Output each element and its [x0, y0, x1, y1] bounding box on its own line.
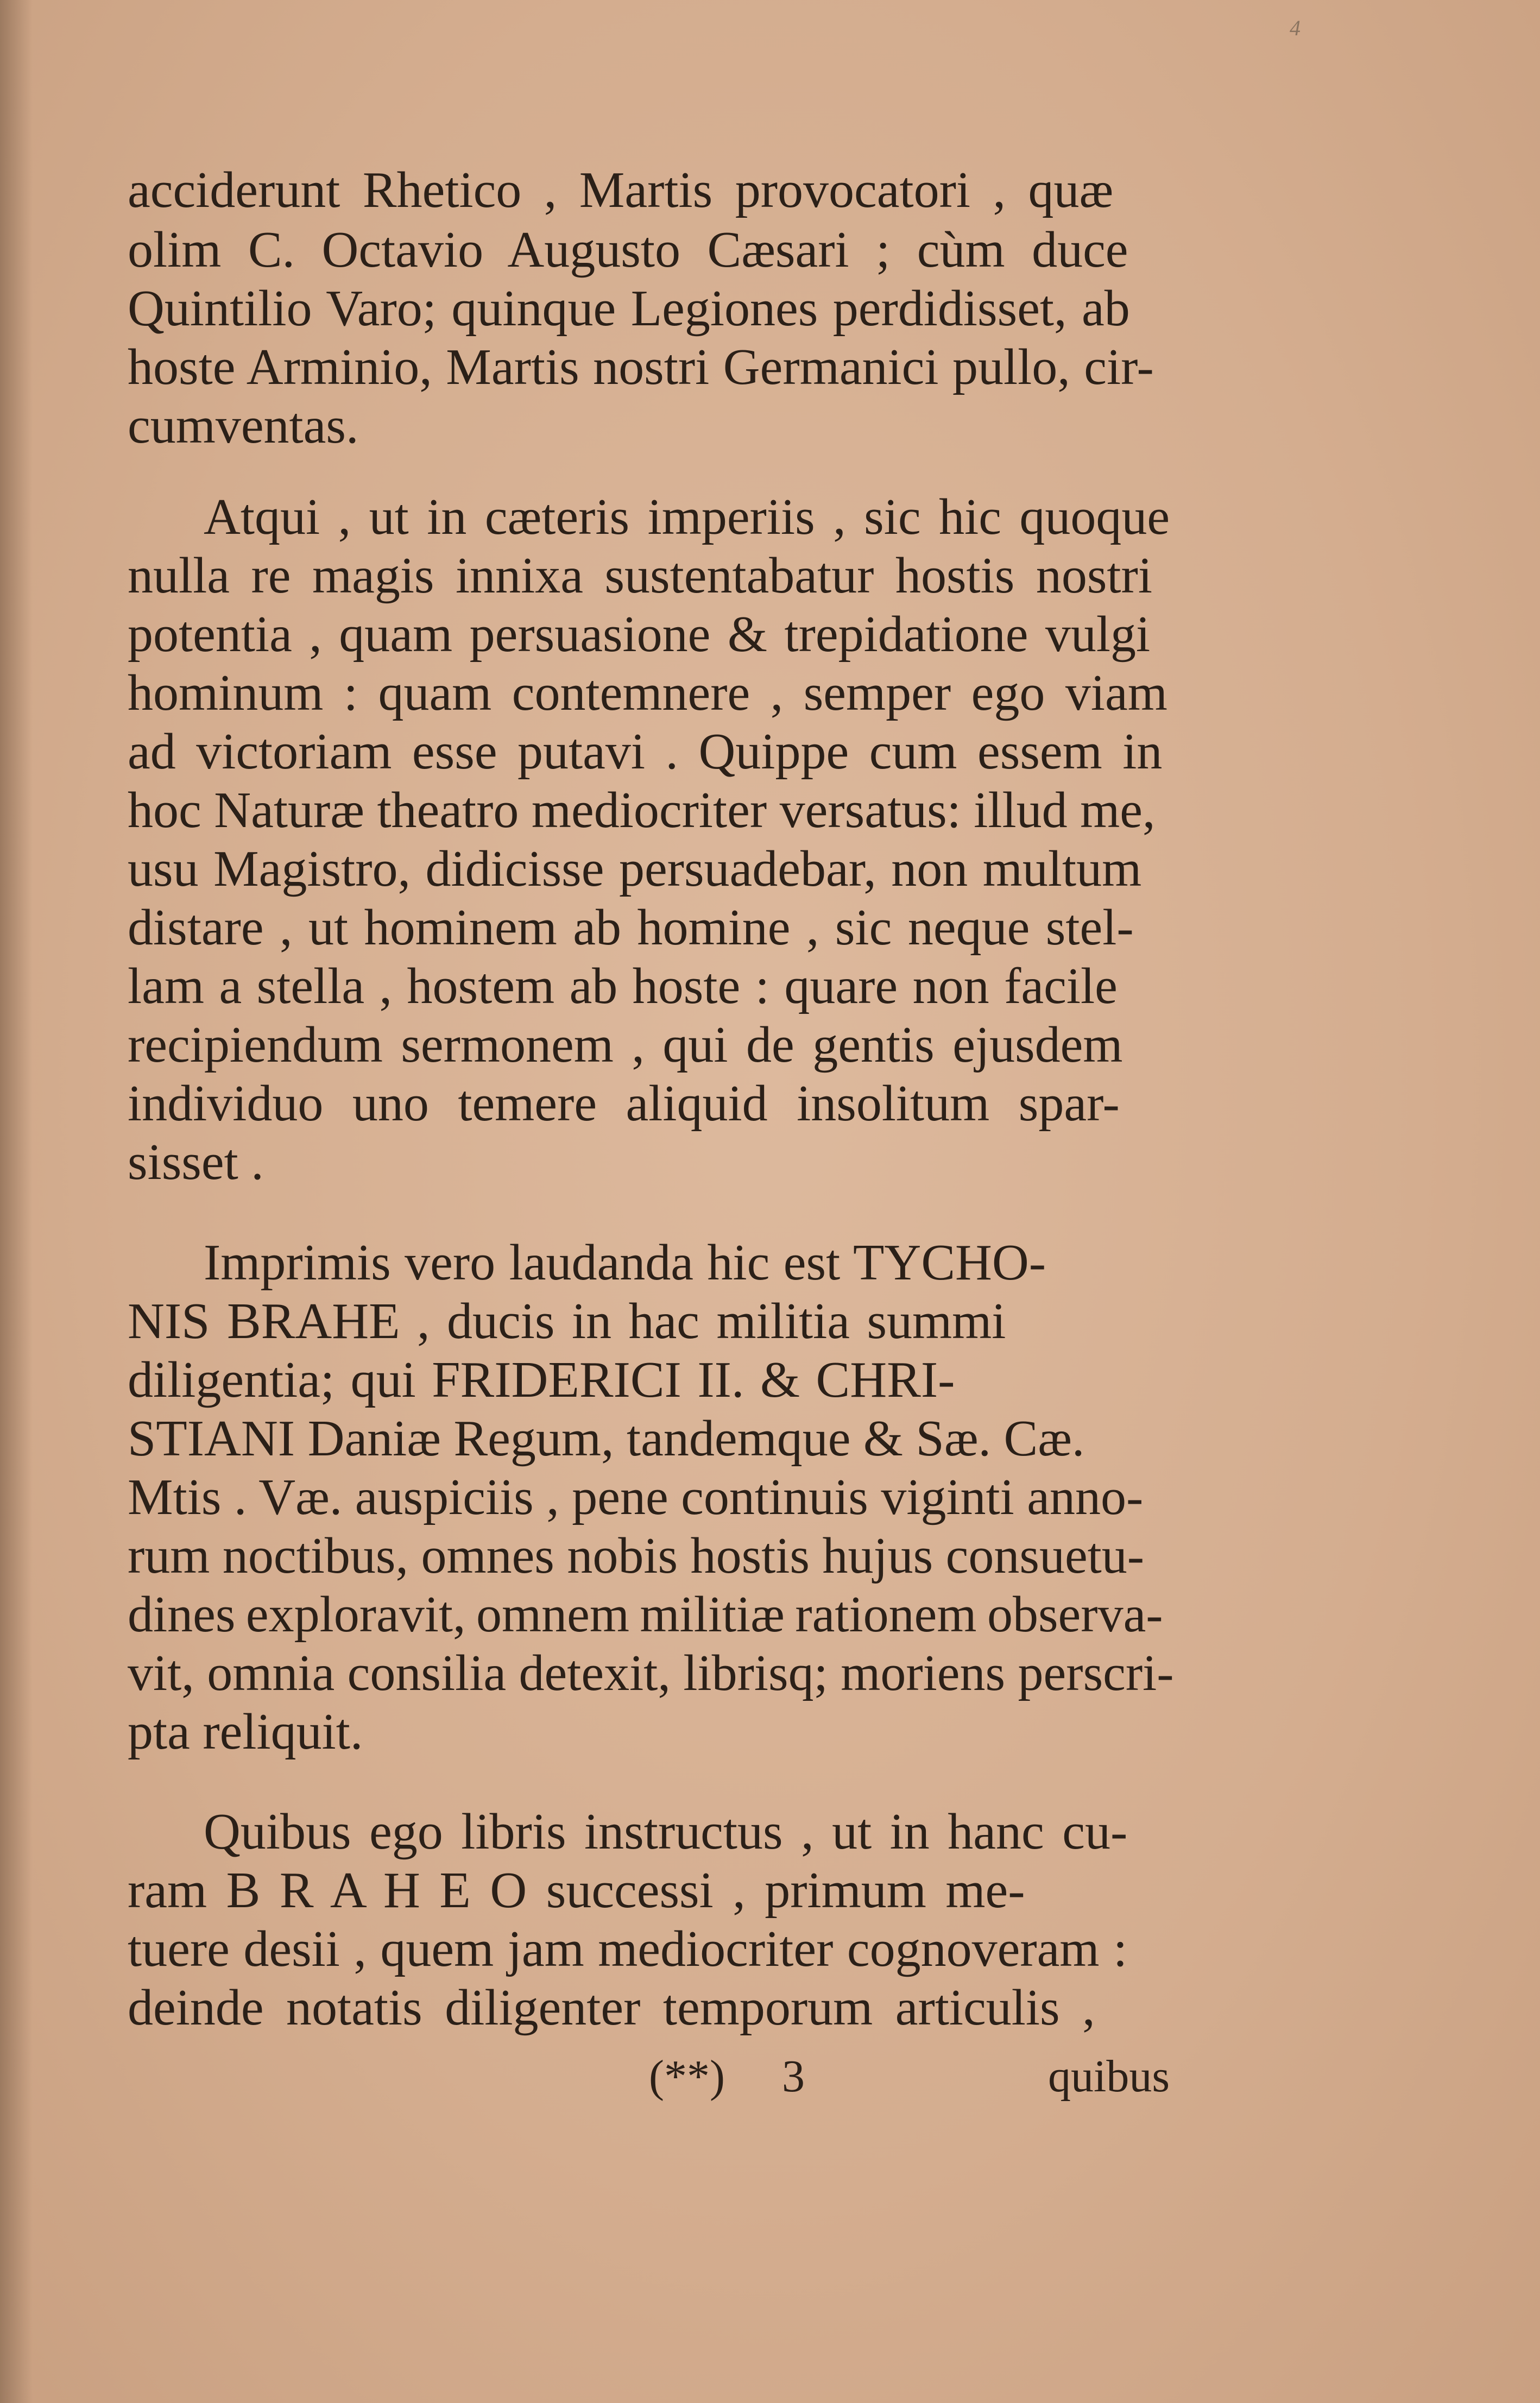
text-line: hoc Naturæ theatro mediocriter versatus: illud me,: [128, 782, 1156, 838]
text-line: potentia , quam persuasione & trepidatione vulgi: [128, 606, 1151, 663]
text-line: usu Magistro, didicisse persuadebar, non multum: [128, 841, 1142, 897]
text-line: diligentia; qui FRIDERICI II. & CHRI-: [128, 1352, 955, 1408]
text-line: tuere desii , quem jam mediocriter cognoveram :: [128, 1921, 1128, 1977]
text-line: Quibus ego libris instructus , ut in hanc cu-: [204, 1803, 1128, 1860]
text-line: pta reliquit.: [128, 1704, 363, 1760]
text-line: recipiendum sermonem , qui de gentis ejusdem: [128, 1017, 1123, 1073]
text-line: Mtis . Væ. auspiciis , pene continuis viginti anno-: [128, 1469, 1144, 1525]
corner-mark: 4: [1290, 16, 1301, 40]
text-line: olim C. Octavio Augusto Cæsari ; cùm duce: [128, 222, 1128, 278]
text-line: ad victoriam esse putavi . Quippe cum essem in: [128, 723, 1163, 780]
text-line: nulla re magis innixa sustentabatur hostis nostri: [128, 547, 1152, 604]
text-line: acciderunt Rhetico , Martis provocatori , quæ: [128, 162, 1114, 218]
catchword: quibus: [1048, 2051, 1170, 2102]
text-line: sisset .: [128, 1134, 264, 1190]
page-number: 3: [782, 2051, 805, 2102]
text-line: Quintilio Varo; quinque Legiones perdidisset, ab: [128, 280, 1130, 337]
text-line: cumventas.: [128, 398, 359, 454]
text-line: distare , ut hominem ab homine , sic neque stel-: [128, 899, 1134, 956]
text-line: lam a stella , hostem ab hoste : quare non facile: [128, 958, 1118, 1014]
text-line: STIANI Daniæ Regum, tandemque & Sæ. Cæ.: [128, 1410, 1085, 1467]
text-line: vit, omnia consilia detexit, librisq; moriens perscri-: [128, 1645, 1174, 1701]
text-line: Atqui , ut in cæteris imperiis , sic hic quoque: [204, 489, 1170, 545]
text-line: hominum : quam contemnere , semper ego viam: [128, 665, 1167, 721]
text-line: rum noctibus, omnes nobis hostis hujus consuetu-: [128, 1528, 1145, 1584]
text-line: individuo uno temere aliquid insolitum spar-: [128, 1075, 1120, 1132]
signature-mark: (**): [649, 2051, 725, 2102]
text-line: Imprimis vero laudanda hic est TYCHO-: [204, 1234, 1046, 1291]
text-line: deinde notatis diligenter temporum articulis ,: [128, 1979, 1095, 2036]
text-line: dines exploravit, omnem militiæ rationem observa-: [128, 1586, 1163, 1643]
text-line: hoste Arminio, Martis nostri Germanici pullo, cir-: [128, 339, 1154, 395]
page-edge-shadow: [0, 0, 33, 2403]
text-line: NIS BRAHE , ducis in hac militia summi: [128, 1293, 1006, 1349]
text-line: ram B R A H E O successi , primum me-: [128, 1862, 1025, 1919]
